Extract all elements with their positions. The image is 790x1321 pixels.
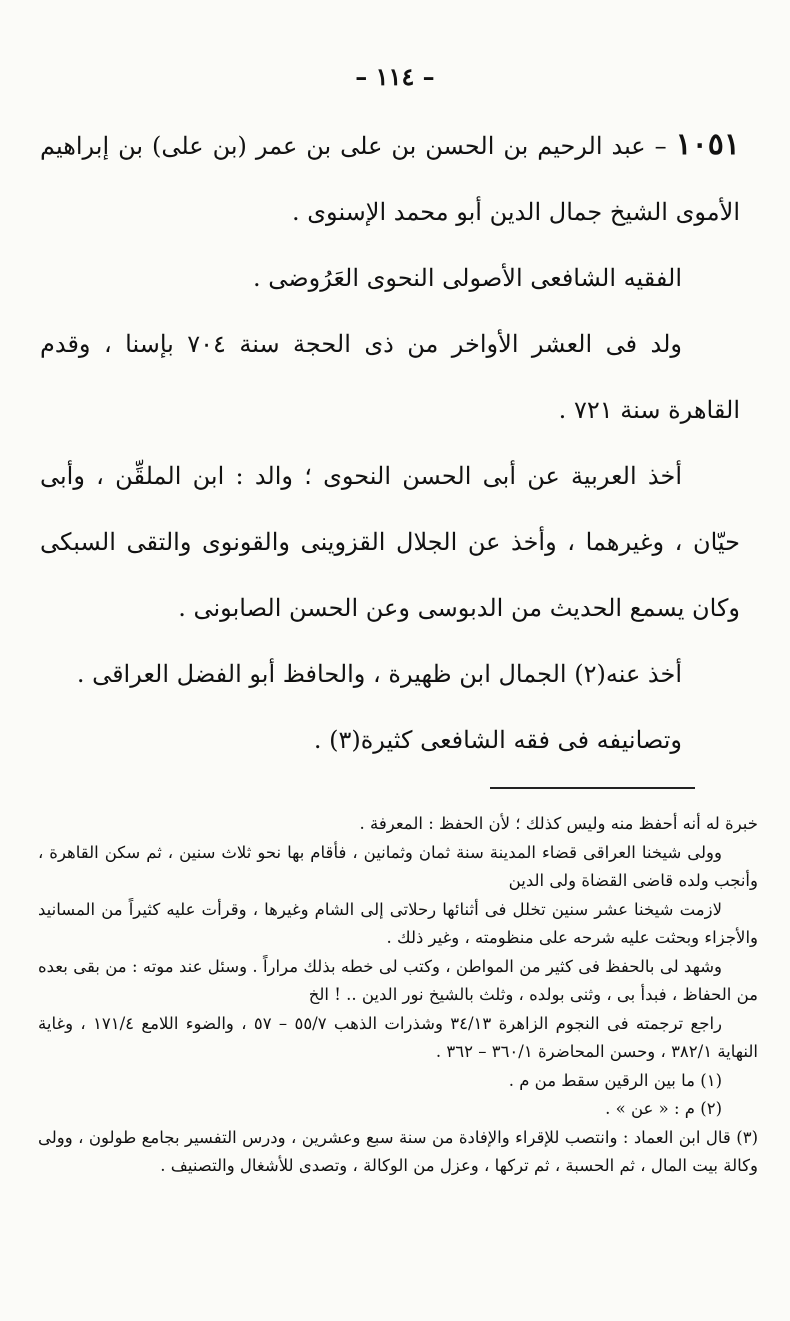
footnote: وشهد لى بالحفظ فى كثير من المواطن ، وكتب لى خطه بذلك مراراً . وسئل عند موته : من بقى بعده من الحفاظ ، فبدأ بى ، وثنى بولده ، وثلث بالشيخ نور الدين .. ! الخ [38,956,758,1004]
footnote: خبرة له أنه أحفظ منه وليس كذلك ؛ لأن الحفظ : المعرفة . [359,814,758,833]
main-text [40,112,740,773]
footnote: لازمت شيخنا عشر سنين تخلل فى أثنائها رحلاتى إلى الشام وغيرها ، وقرأت عليه كثيراً من المسانيد والأجزاء وبحثت عليه شرحه على منظومته ، وغير ذلك . [38,899,758,947]
page-number: – ١١٤ – [355,62,435,91]
footnote: وولى شيخنا العراقى قضاء المدينة سنة ثمان وثمانين ، فأقام بها نحو ثلاث سنين ، ثم سكن القاهرة ، وأنجب ولده قاضى القضاة ولى الدين [38,842,758,890]
paragraph: ولد فى العشر الأواخر من ذى الحجة سنة ٧٠٤ بإسنا ، وقدم القاهرة سنة ٧٢١ . [40,330,740,424]
footnote: راجع ترجمته فى النجوم الزاهرة ٣٤/١٣ وشذرات الذهب ٥٥/٧ – ٥٧ ، والضوء اللامع ١٧١/٤ ، وغاية النهاية ٣٨٢/١ ، وحسن المحاضرة ٣٦٠/١ – ٣٦٢ . [38,1013,758,1061]
paragraph: الفقيه الشافعى الأصولى النحوى العَرُوضى . [252,264,682,292]
entry-title: – عبد الرحيم بن الحسن بن على بن عمر (بن على) بن إبراهيم الأموى الشيخ جمال الدين أبو محمد الإسنوى . [40,132,740,226]
footnote: (٢) م : « عن » . [605,1099,722,1118]
paragraph: أخذ العربية عن أبى الحسن النحوى ؛ والد : ابن الملقِّن ، وأبى حيّان ، وغيرهما ، وأخذ عن الجلال القزوينى والقونوى والتقى السبكى وكان يسمع الحديث من الدبوسى وعن الحسن الصابونى . [40,462,740,622]
paragraph: أخذ عنه(٢) الجمال ابن ظهيرة ، والحافظ أبو الفضل العراقى . [76,660,682,688]
entry-number: ١٠٥١ [675,127,740,162]
footnote: (٣) قال ابن العماد : وانتصب للإقراء والإفادة من سنة سبع وعشرين ، ودرس التفسير بجامع طولون ، وولى وكالة بيت المال ، ثم الحسبة ، ثم تركها ، وعزل من الوكالة ، وتصدى للأشغال والتصنيف . [38,1127,758,1175]
footnotes [38,810,758,1181]
footnote-divider [490,787,695,789]
paragraph: وتصانيفه فى فقه الشافعى كثيرة(٣) . [313,726,682,754]
footnote: (١) ما بين الرقين سقط من م . [508,1070,722,1090]
entry-heading [40,112,740,245]
